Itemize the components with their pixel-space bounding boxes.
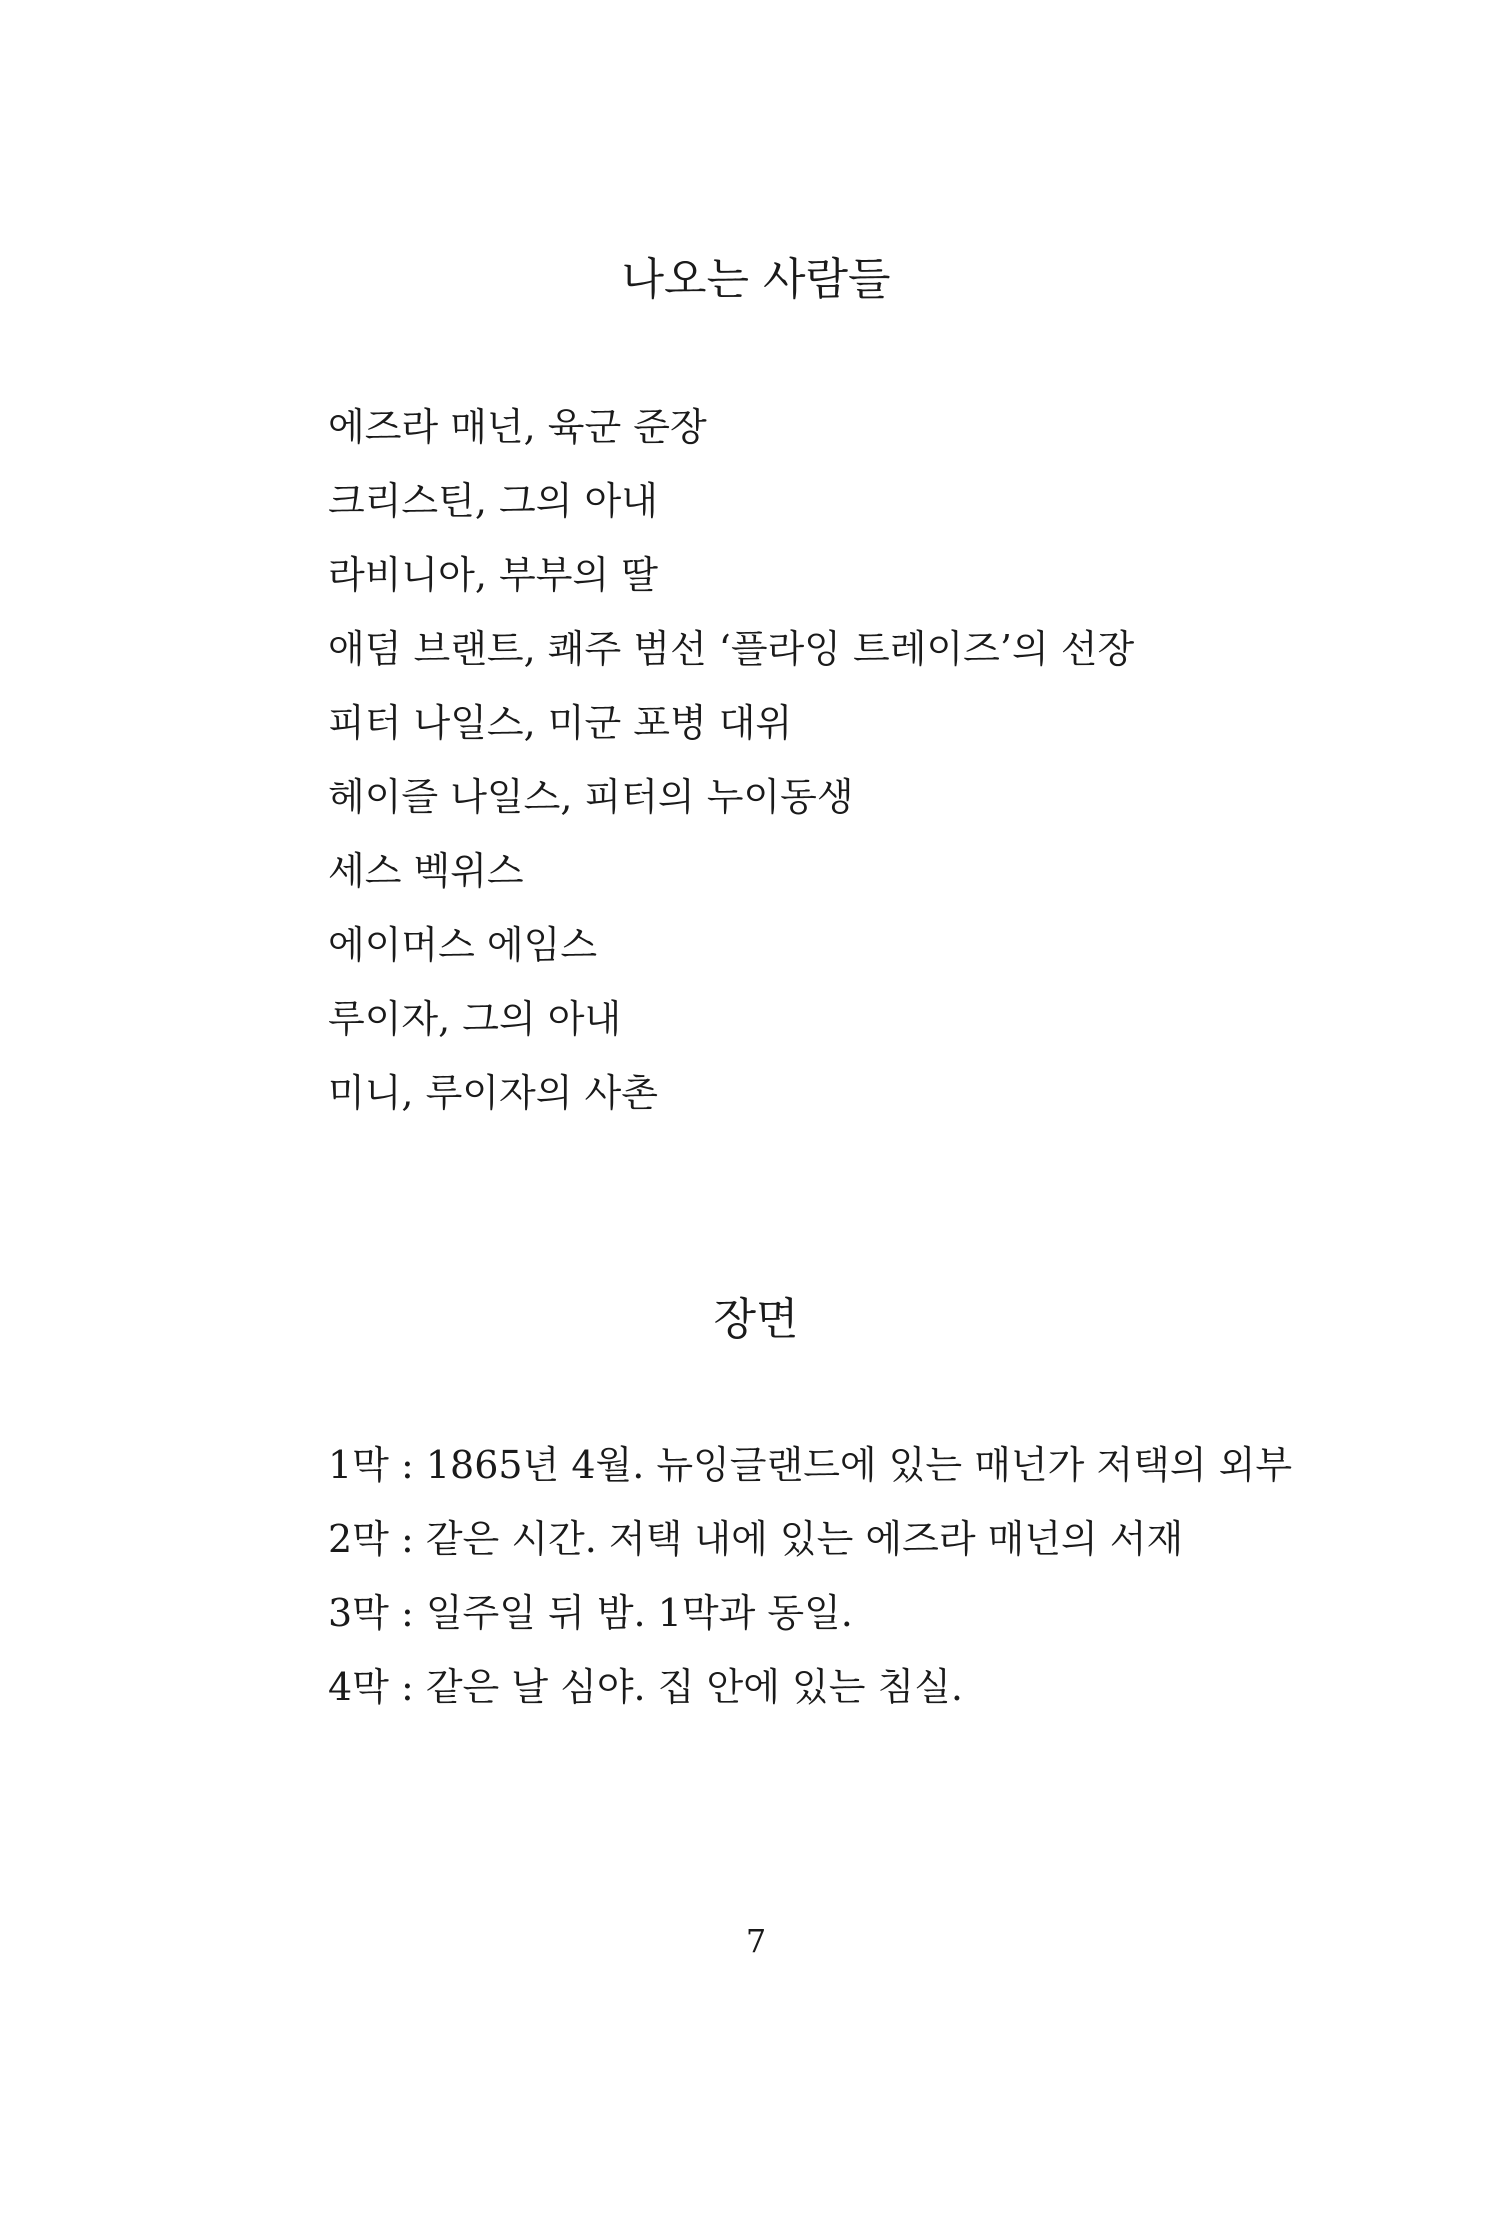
cast-item: 헤이즐 나일스, 피터의 누이동생 [328, 775, 854, 819]
cast-item: 미니, 루이자의 사촌 [328, 1071, 658, 1115]
cast-item: 에이머스 에임스 [328, 923, 598, 967]
cast-list [328, 390, 1134, 1130]
scenes-heading: 장면 [713, 1294, 799, 1345]
page-number: 7 [745, 1922, 767, 1960]
cast-item: 애덤 브랜트, 쾌주 범선 ‘플라잉 트레이즈’의 선장 [328, 627, 1135, 671]
cast-item: 루이자, 그의 아내 [328, 997, 622, 1041]
scene-item: 3막 : 일주일 뒤 밤. 1막과 동일. [328, 1591, 853, 1635]
cast-item: 에즈라 매넌, 육군 준장 [328, 405, 707, 449]
cast-heading: 나오는 사람들 [621, 254, 891, 305]
scene-item: 1막 : 1865년 4월. 뉴잉글랜드에 있는 매넌가 저택의 외부 [328, 1443, 1293, 1487]
cast-item: 세스 벡위스 [328, 849, 524, 893]
cast-item: 피터 나일스, 미군 포병 대위 [328, 701, 793, 745]
scenes-list [328, 1428, 1292, 1724]
cast-item: 크리스틴, 그의 아내 [328, 479, 658, 523]
scene-item: 4막 : 같은 날 심야. 집 안에 있는 침실. [328, 1665, 963, 1709]
cast-item: 라비니아, 부부의 딸 [328, 553, 658, 597]
scene-item: 2막 : 같은 시간. 저택 내에 있는 에즈라 매넌의 서재 [328, 1517, 1184, 1561]
